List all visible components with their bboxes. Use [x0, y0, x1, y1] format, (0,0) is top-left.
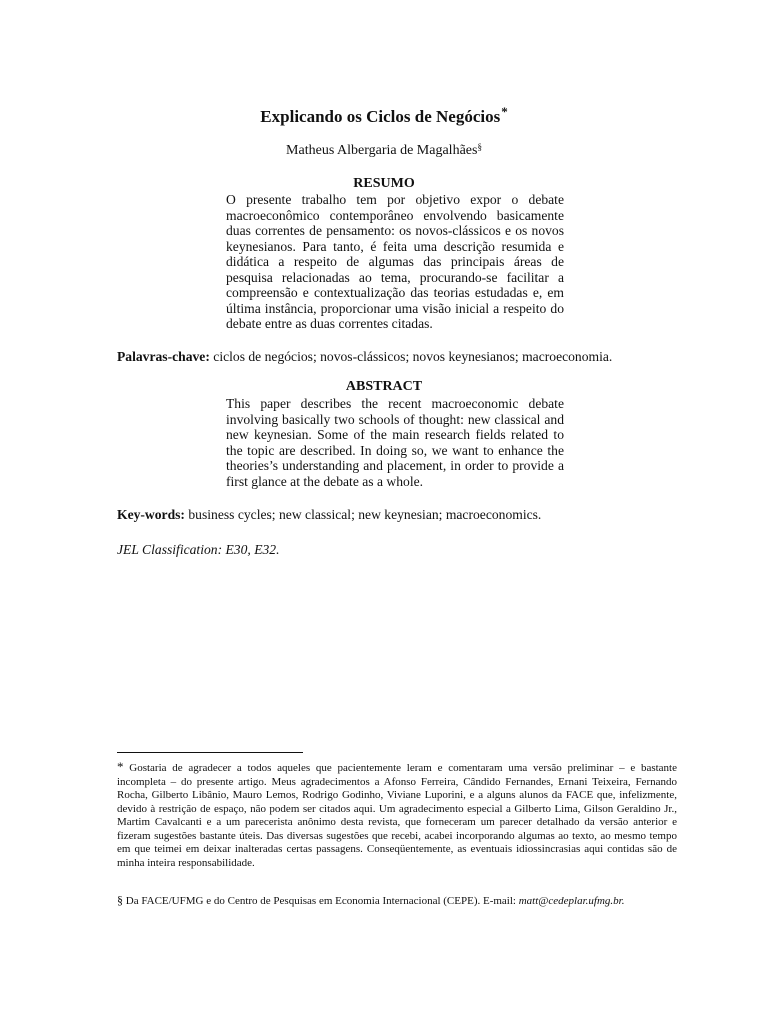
author-name: Matheus Albergaria de Magalhães	[286, 143, 478, 158]
palavras-chave-line	[117, 349, 677, 365]
footnote-separator	[117, 752, 303, 753]
paper-title-text: Explicando os Ciclos de Negócios	[260, 107, 501, 126]
keywords-line	[117, 507, 677, 523]
footnote-acknowledgements	[117, 760, 677, 870]
footnote-affiliation	[117, 894, 677, 909]
resumo-text: O presente trabalho tem por objetivo expor o debate macroeconômico contemporâneo envolvendo basicamente duas correntes de pensamento: os novos-clássicos e os novos keynesianos. Para tanto, é feita uma descrição resumida e didática a respeito de algumas das principais áreas de pesquisa relacionadas ao tema, procurando-se facilitar a compreensão e contextualização das teorias estudadas e, em última instância, proporcionar uma visão inicial a respeito do debate entre as duas correntes citadas.	[226, 192, 564, 331]
paper-title	[0, 104, 768, 127]
title-footnote-mark: *	[501, 104, 508, 119]
palavras-chave-label: Palavras-chave:	[117, 349, 210, 364]
author-line	[0, 142, 768, 159]
footnote-acknowledgements-text: Gostaria de agradecer a todos aqueles que pacientemente leram e comentaram uma versão preliminar – e bastante incompleta – do presente artigo. Meus agradecimentos a Afonso Ferreira, Cândido Fernandes, Ernani Teixeira, Fernando Rocha, Gilberto Libânio, Mauro Lemos, Rodrigo Godinho, Viviane Luporini, e a alguns alunos da FACE que, infelizmente, devido à restrição de espaço, não podem ser citados aqui. Um agradecimento especial a Gilberto Lima, Gilson Geraldino Jr., Martim Cavalcanti e a um parecerista anônimo desta revista, que forneceram um parecer detalhado da versão anterior e fizeram sugestões bastante úteis. Das diversas sugestões que recebi, acabei incorporando algumas ao texto, ao mesmo tempo em que teimei em deixar inalteradas certas passagens. Conseqüentemente, as eventuais idiossincrasias aqui contidas são de minha inteira responsabilidade.	[117, 762, 677, 869]
author-footnote-mark: §	[477, 142, 482, 152]
footnote-mark-section: §	[117, 893, 123, 907]
resumo-heading: RESUMO	[353, 176, 415, 191]
keywords-text: business cycles; new classical; new keynesian; macroeconomics.	[188, 507, 542, 522]
abstract-heading: ABSTRACT	[345, 379, 423, 394]
keywords-label: Key-words:	[117, 507, 185, 522]
palavras-chave-text: ciclos de negócios; novos-clássicos; novos keynesianos; macroeconomia.	[213, 349, 613, 364]
jel-classification: JEL Classification: E30, E32.	[117, 542, 280, 557]
abstract-text: This paper describes the recent macroeconomic debate involving basically two schools of thought: new classical and new keynesian. Some of the main research fields related to the topic are described. In doing so, we want to enhance the theories’s understanding and placement, in order to provide a first glance at the debate as a whole.	[226, 396, 564, 489]
footnote-mark-asterisk: *	[117, 759, 124, 774]
author-email-link[interactable]: matt@cedeplar.ufmg.br.	[518, 895, 625, 907]
footnote-affiliation-text: Da FACE/UFMG e do Centro de Pesquisas em Economia Internacional (CEPE). E-mail:	[125, 895, 516, 907]
